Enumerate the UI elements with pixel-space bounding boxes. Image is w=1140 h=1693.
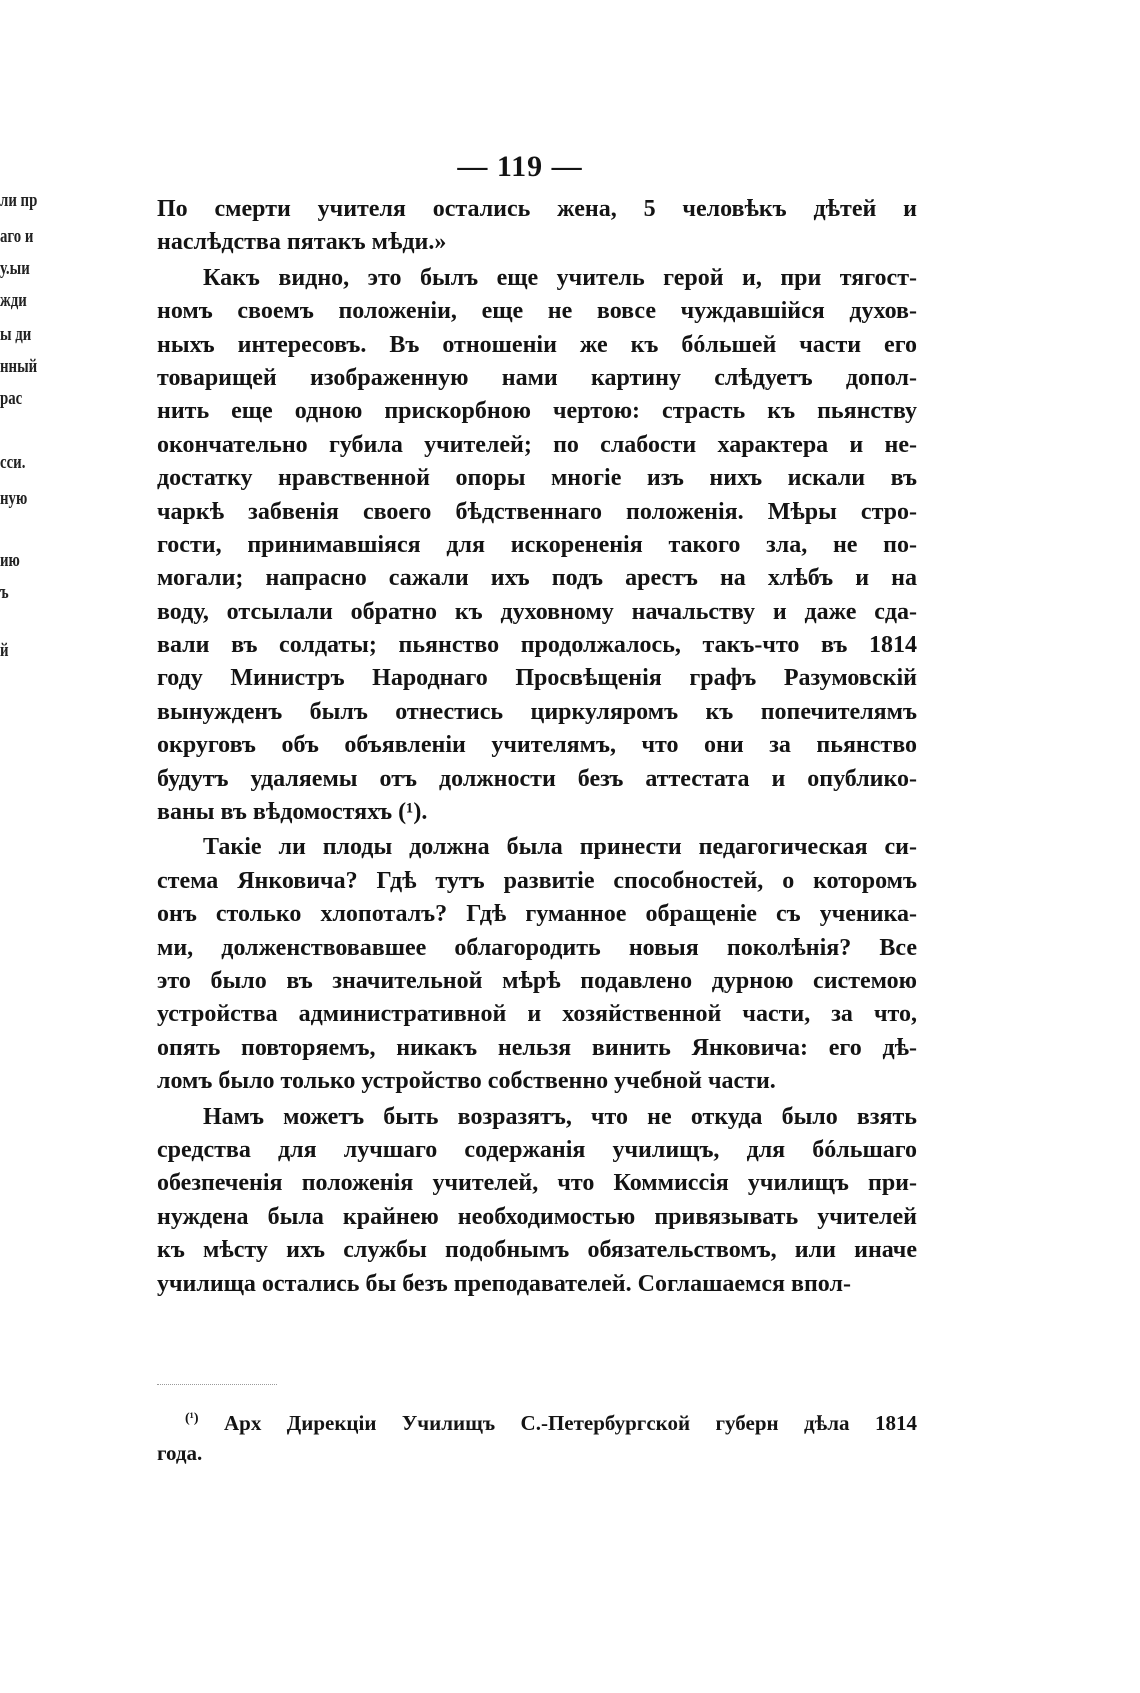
text-line: наслѣдства пятакъ мѣди.» <box>157 229 447 256</box>
text-line: вынужденъ былъ отнестись циркуляромъ къ попечителямъ <box>157 698 917 725</box>
text-line: онъ столько хлопоталъ? Гдѣ гуманное обращеніе съ ученика- <box>157 901 917 928</box>
text-line: нуждена была крайнею необходимостью привязывать учителей <box>157 1203 917 1230</box>
text-line: Намъ можетъ быть возразятъ, что не откуда было взять <box>203 1103 917 1130</box>
text-line: воду, отсылали обратно къ духовному начальству и даже сда- <box>157 598 917 625</box>
text-line: окончательно губила учителей; по слабости характера и не- <box>157 431 917 458</box>
text-line: это было въ значительной мѣрѣ подавлено дурною системою <box>157 967 917 994</box>
bleed-fragment: у.ыи <box>0 258 30 279</box>
text-line: стема Янковича? Гдѣ тутъ развитіе способностей, о которомъ <box>157 867 917 894</box>
body-text <box>157 193 917 1301</box>
footnote-line-1 <box>157 1404 917 1438</box>
bleed-fragment: й <box>0 640 9 661</box>
text-line: году Министръ Народнаго Просвѣщенія графъ Разумовскій <box>157 665 917 692</box>
bleed-fragment: ную <box>0 488 28 509</box>
text-line: средства для лучшаго содержанія училищъ, для бóльшаго <box>157 1136 917 1163</box>
text-line: Такіе ли плоды должна была принести педагогическая си- <box>203 834 917 861</box>
bleed-fragment: аго и <box>0 226 34 247</box>
text-line: По смерти учителя остались жена, 5 человѣкъ дѣтей и <box>157 196 917 222</box>
bleed-fragment: ъ <box>0 582 9 603</box>
text-line: обезпеченія положенія учителей, что Коммиссія училищъ при- <box>157 1170 917 1197</box>
text-line: Какъ видно, это былъ еще учитель герой и, при тягост- <box>203 264 917 291</box>
text-line: чаркѣ забвенія своего бѣдственнаго положенія. Мѣры стро- <box>157 498 917 525</box>
text-line: ми, долженствовавшее облагородить новыя поколѣнія? Все <box>157 934 917 961</box>
text-line: гости, принимавшіяся для искорененія такого зла, не по- <box>157 531 917 558</box>
paragraph <box>157 1101 917 1301</box>
page-number: — 119 — <box>457 150 583 183</box>
text-line: ваны въ вѣдомостяхъ (¹). <box>157 799 428 826</box>
paragraph <box>157 193 917 260</box>
bleed-fragment: рас <box>0 388 23 409</box>
text-line: опять повторяемъ, никакъ нельзя винить Янковича: его дѣ- <box>157 1034 917 1061</box>
footnote-line-2: года. <box>157 1441 203 1465</box>
text-line: будутъ удаляемы отъ должности безъ аттестата и опублико- <box>157 765 917 792</box>
footnote-separator <box>157 1384 277 1385</box>
footnote-marker: (¹) <box>185 1411 199 1426</box>
text-line: ломъ было только устройство собственно учебной части. <box>157 1068 776 1095</box>
bleed-fragment: жди <box>0 290 27 311</box>
text-line: округовъ объ объявленіи учителямъ, что они за пьянство <box>157 732 917 759</box>
paragraph <box>157 262 917 830</box>
text-line: вали въ солдаты; пьянство продолжалось, такъ-что въ 1814 <box>157 632 917 659</box>
text-line: могали; напрасно сажали ихъ подъ арестъ на хлѣбъ и на <box>157 565 917 592</box>
text-line: достатку нравственной опоры многіе изъ нихъ искали въ <box>157 465 917 492</box>
text-line: училища остались бы безъ преподавателей. Соглашаемся впол- <box>157 1270 851 1297</box>
bleed-fragment: ы ди <box>0 324 32 345</box>
paragraph <box>157 831 917 1098</box>
bleed-fragment: сси. <box>0 452 26 473</box>
bleed-fragment: ию <box>0 550 20 571</box>
footnote <box>157 1404 917 1468</box>
bleed-fragment: нный <box>0 356 38 377</box>
text-line: устройства административной и хозяйственной части, за что, <box>157 1001 917 1028</box>
text-line: нить еще одною прискорбною чертою: страсть къ пьянству <box>157 398 917 425</box>
text-line: товарищей изображенную нами картину слѣдуетъ допол- <box>157 364 917 391</box>
footnote-text: Арх Дирекціи Училищъ С.-Петербургской губерн дѣла 1814 <box>223 1411 917 1435</box>
text-line: номъ своемъ положеніи, еще не вовсе чуждавшійся духов- <box>157 298 917 325</box>
text-line: ныхъ интересовъ. Въ отношеніи же къ бóльшей части его <box>157 331 917 358</box>
bleed-fragment: ли пр <box>0 190 38 211</box>
text-line: къ мѣсту ихъ службы подобнымъ обязательствомъ, или иначе <box>157 1237 917 1264</box>
